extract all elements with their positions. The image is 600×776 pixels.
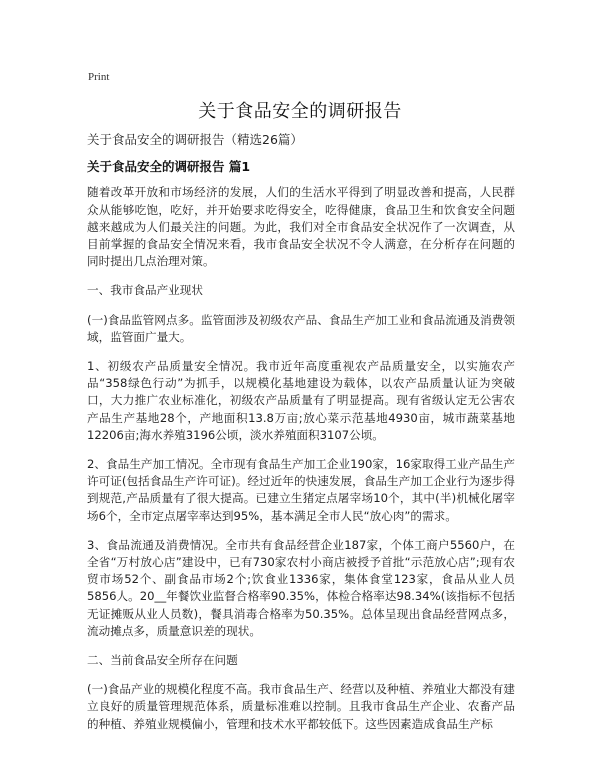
document-title: 关于食品安全的调研报告 bbox=[198, 101, 402, 122]
section-title: 关于食品安全的调研报告 篇1 bbox=[87, 159, 251, 175]
document-subtitle: 关于食品安全的调研报告（精选26篇） bbox=[87, 132, 303, 147]
heading-current-problems: 二、当前食品安全所存在问题 bbox=[87, 653, 238, 668]
paragraph-agricultural-products: 1、初级农产品质量安全情况。我市近年高度重视农产品质量安全，以实施农产品“358绿色行动”为抓手，以规模化基地建设为载体，以农产品质量认证为突破口，大力推广农业标准化，初级农产品质量有了明显提高。现有省级认定无公害农产品生产基地28个，产地面积13.8万亩;放心菜示范基地4930亩，城市蔬菜基地12206亩;海水养殖3196公顷，淡水养殖面积3107公顷。 bbox=[87, 359, 515, 442]
document-body bbox=[87, 131, 515, 745]
paragraph-intro: 随着改革开放和市场经济的发展，人们的生活水平得到了明显改善和提高，人民群众从能够吃饱，吃好，并开始要求吃得安全，吃得健康，食品卫生和饮食安全问题越来越成为人们最关注的问题。为此，我们对全市食品安全状况作了一次调查，从目前掌握的食品安全情况来看，我市食品安全状况不令人满意，在分析存在问题的同时提出几点治理对策。 bbox=[87, 185, 515, 269]
print-label: Print bbox=[88, 71, 110, 83]
paragraph-food-processing: 2、食品生产加工情况。全市现有食品生产加工企业190家，16家取得工业产品生产许可证(包括食品生产许可证)。经过近年的快速发展，食品生产加工企业行为逐步得到规范,产品质量有了很大提高。已建立生猪定点屠宰场10个，其中(半)机械化屠宰场6个，全市定点屠宰率达到95%，基本满足全市人民“放心肉”的需求。 bbox=[87, 457, 515, 523]
paragraph-industry-scale: (一)食品产业的规模化程度不高。我市食品生产、经营以及种植、养殖业大都没有建立良好的质量管理规范体系，质量标准难以控制。且我市食品生产企业、农畜产品的种植、养殖业规模偏小，管理和技术水平都较低下。这些因素造成食品生产标 bbox=[87, 682, 515, 731]
paragraph-supervision-points: (一)食品监管网点多。监管面涉及初级农产品、食品生产加工业和食品流通及消费领域，监管面广量大。 bbox=[87, 312, 515, 344]
paragraph-circulation-consumption: 3、食品流通及消费情况。全市共有食品经营企业187家，个体工商户5560户，在全省“万村放心店”建设中，已有730家农村小商店被授予首批“示范放心店”;现有农贸市场52个、副食品市场2个;饮食业1336家，集体食堂123家，食品从业人员5856人。20__年餐饮业监督合格率90.35%，体检合格率达98.34%(该指标不包括无证摊贩从业人员数)，餐具消毒合格率为50.35%。总体呈现出食品经营网点多，流动摊点多，质量意识差的现状。 bbox=[87, 537, 515, 638]
heading-industry-status: 一、我市食品产业现状 bbox=[87, 283, 203, 298]
